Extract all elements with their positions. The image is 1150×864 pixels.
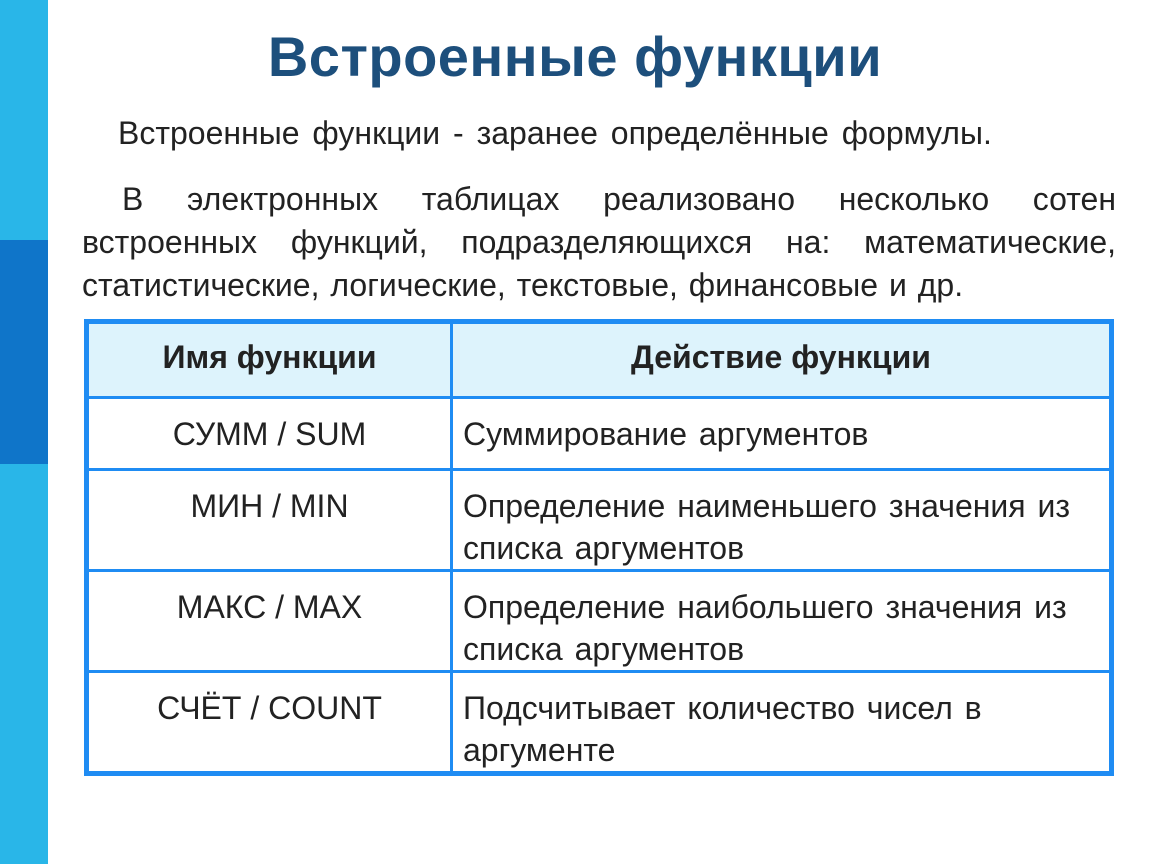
table-row xyxy=(87,470,1112,571)
function-action-cell: Определение наибольшего значения из списка аргументов xyxy=(452,571,1112,672)
description-paragraph: В электронных таблицах реализовано несколько сотен встроенных функций, подразделяющихся на: математические, статистические, логические, текстовые, финансовые и др. xyxy=(82,181,1116,303)
function-name-cell: МАКС / MAX xyxy=(87,571,452,672)
function-name-cell: МИН / MIN xyxy=(87,470,452,571)
table-row xyxy=(87,571,1112,672)
slide-title: Встроенные функции xyxy=(267,25,883,88)
side-decor-accent xyxy=(0,240,48,464)
table-row xyxy=(87,672,1112,774)
function-action-cell: Определение наименьшего значения из списка аргументов xyxy=(452,470,1112,571)
definition-text: Встроенные функции - заранее определённые формулы. xyxy=(118,115,992,151)
table-row xyxy=(87,398,1112,470)
function-action-cell: Подсчитывает количество чисел в аргументе xyxy=(452,672,1112,774)
function-name-cell: СЧЁТ / COUNT xyxy=(87,672,452,774)
table-header-row xyxy=(87,322,1112,398)
functions-table xyxy=(84,319,1114,776)
function-name-cell: СУММ / SUM xyxy=(87,398,452,470)
header-function-name: Имя функции xyxy=(87,322,452,398)
function-action-cell: Суммирование аргументов xyxy=(452,398,1112,470)
header-function-action: Действие функции xyxy=(452,322,1112,398)
